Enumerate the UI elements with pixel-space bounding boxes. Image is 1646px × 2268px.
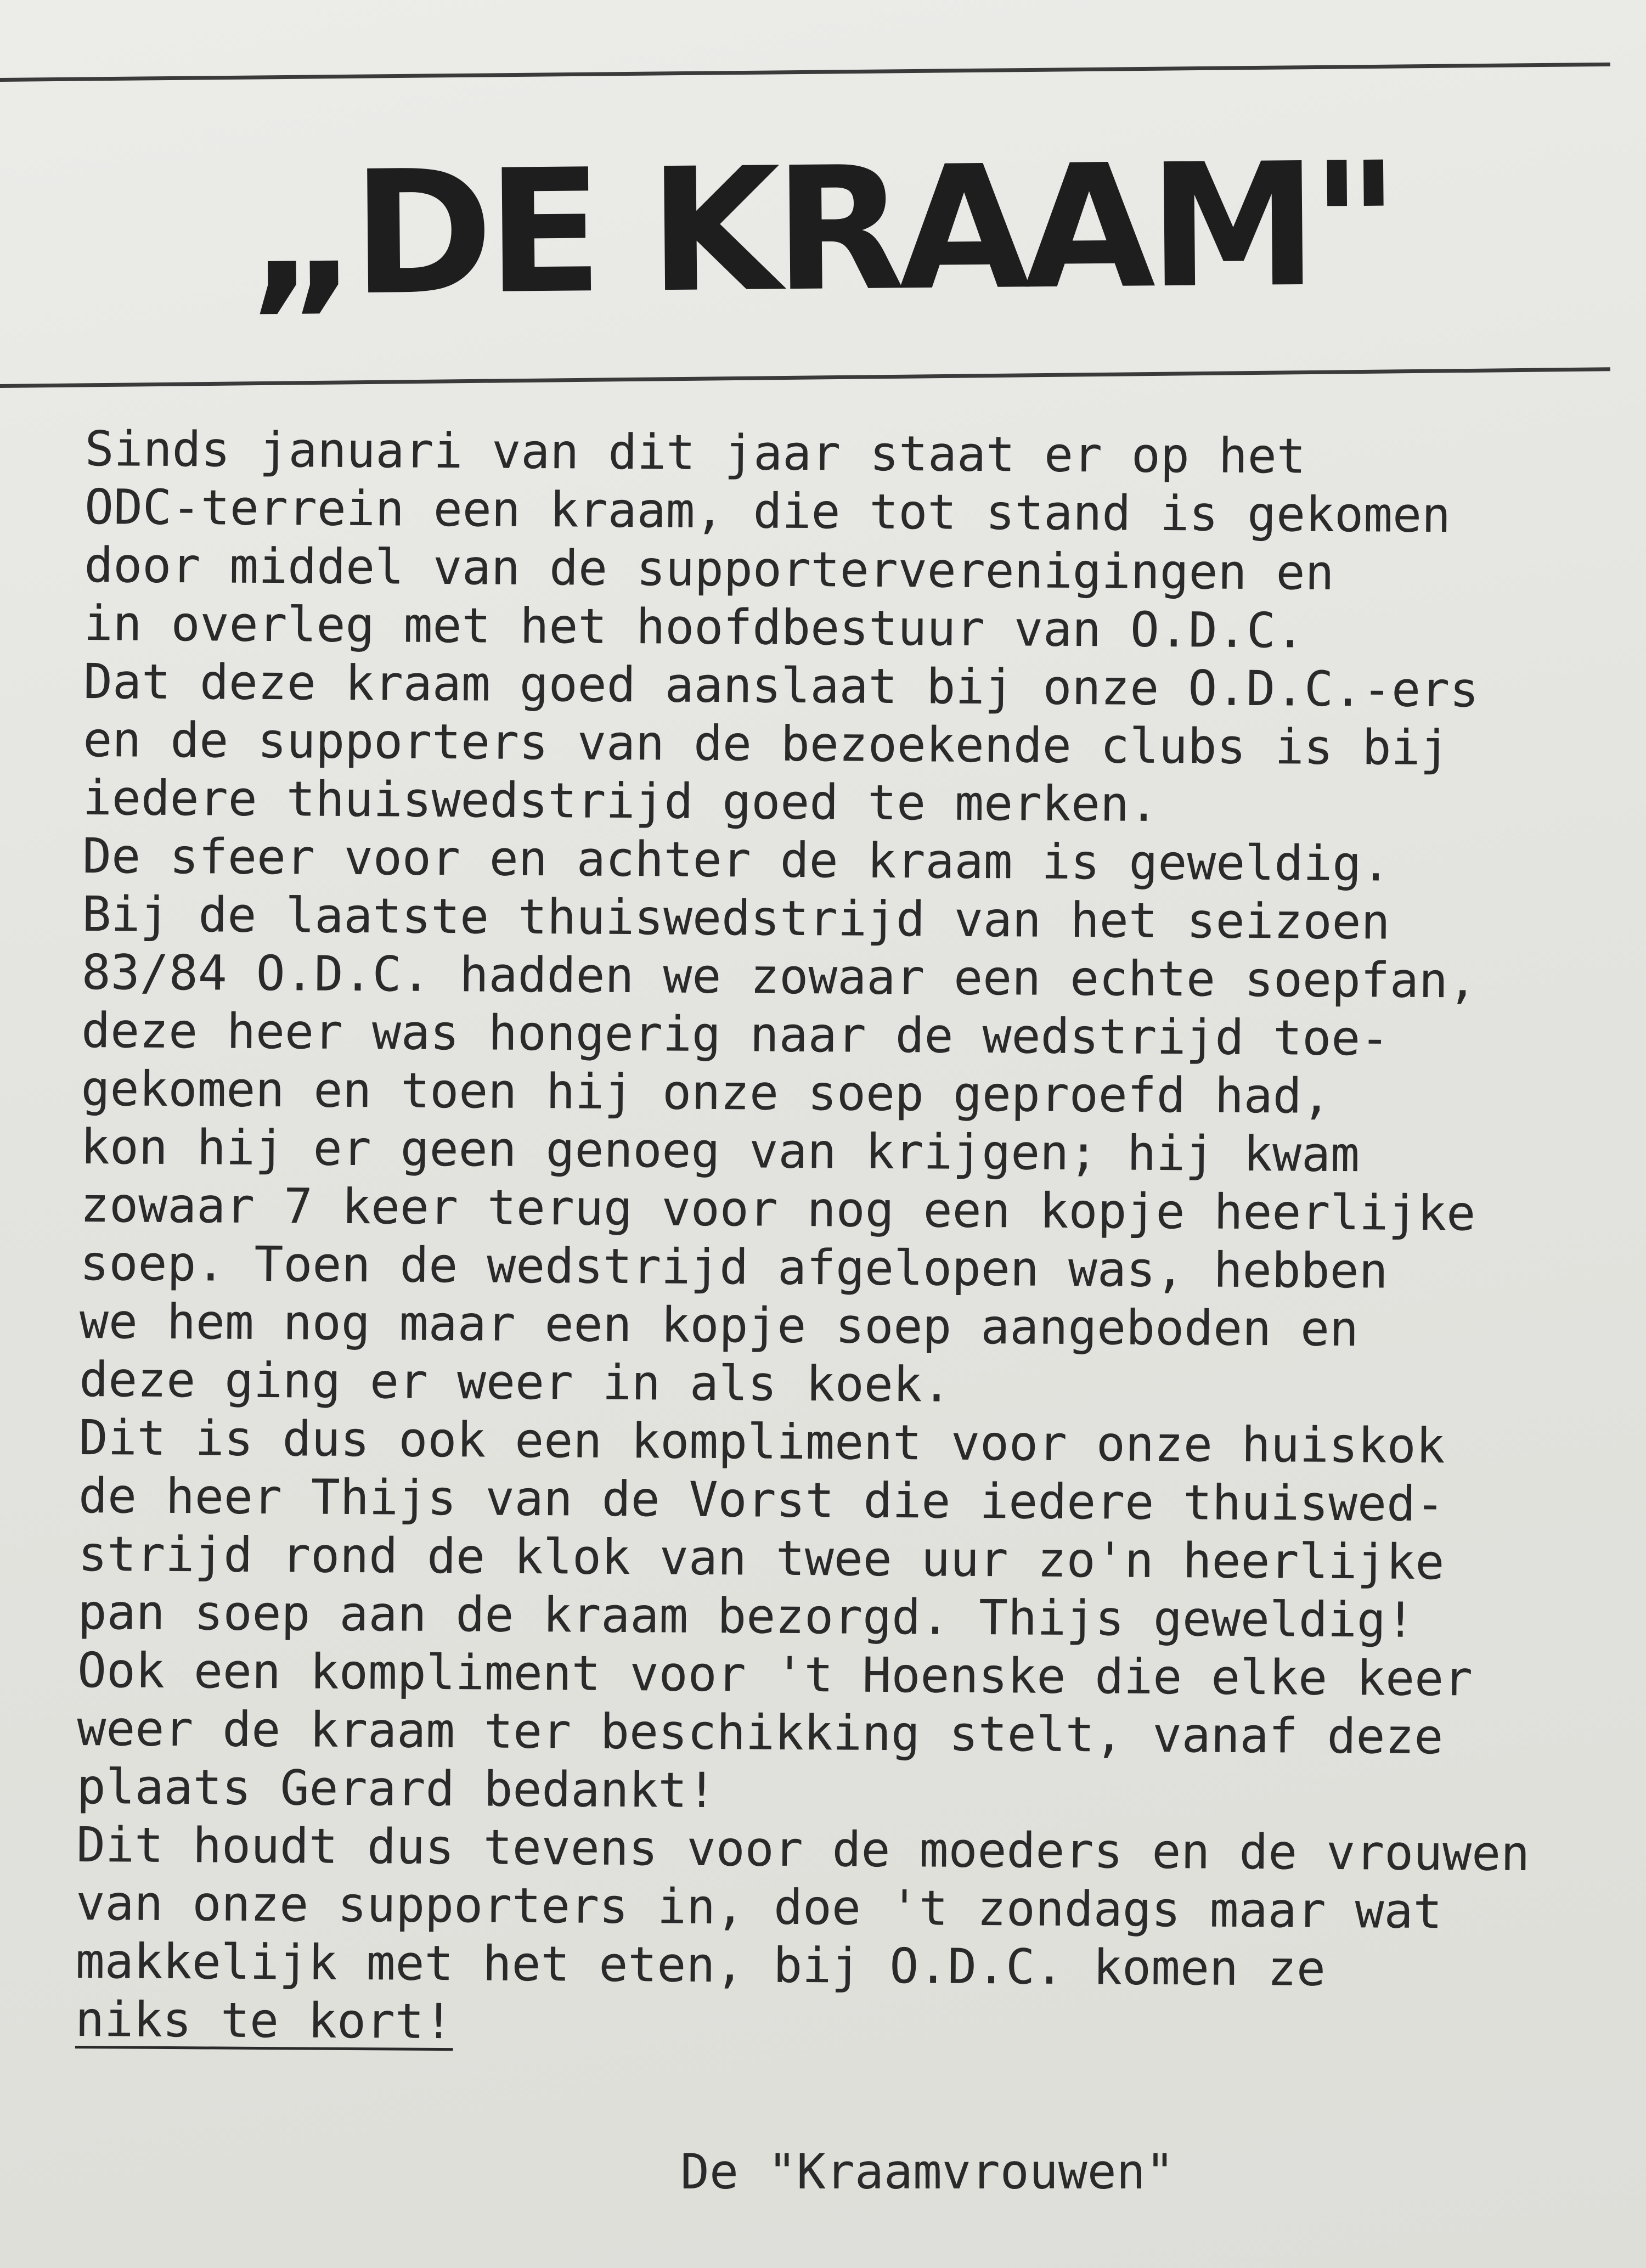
body-line: Bij de laatste thuiswedstrijd van het seizoen [82, 885, 1390, 950]
body-line: Dit houdt dus tevens voor de moeders en de vrouwen [76, 1816, 1530, 1882]
signature: De "Kraamvrouwen" [680, 2143, 1175, 2200]
body-line: 83/84 O.D.C. hadden we zowaar een echte soepfan, [81, 943, 1478, 1009]
body-line: strijd rond de klok van twee uur zo'n heerlijke [78, 1525, 1445, 1591]
body-line: soep. Toen de wedstrijd afgelopen was, hebben [80, 1234, 1389, 1299]
body-line: in overleg met het hoofdbestuur van O.D.C. [83, 594, 1305, 659]
body-line-closing [75, 1990, 1557, 2057]
body-line: makkelijk met het eten, bij O.D.C. komen ze [75, 1932, 1326, 1997]
body-line: Sinds januari van dit jaar staat er op het [84, 420, 1306, 485]
body-line: iedere thuiswedstrijd goed te merken. [82, 769, 1159, 832]
body-line: deze heer was hongerig naar de wedstrijd toe- [81, 1001, 1390, 1067]
body-line: kon hij er geen genoeg van krijgen; hij kwam [80, 1118, 1360, 1183]
body-line: de heer Thijs van de Vorst die iedere thuiswed- [78, 1467, 1445, 1533]
body-line: plaats Gerard bedankt! [76, 1758, 717, 1819]
article-body [75, 420, 1566, 2057]
body-line: gekomen en toen hij onze soep geproefd had, [81, 1060, 1332, 1124]
body-line: van onze supporters in, doe 't zondags maar wat [76, 1874, 1442, 1940]
body-line: Ook een kompliment voor 't Hoenske die elke keer [77, 1641, 1473, 1707]
body-line: door middel van de supporterverenigingen en [84, 536, 1334, 601]
body-line: Dat deze kraam goed aanslaat bij onze O.D.C.-ers [83, 652, 1479, 718]
body-line: en de supporters van de bezoekende clubs is bij [83, 711, 1450, 776]
body-line: deze ging er weer in als koek. [79, 1350, 952, 1413]
body-line: pan soep aan de kraam bezorgd. Thijs geweldig! [77, 1583, 1416, 1648]
body-line: Dit is dus ook een kompliment voor onze huiskok [78, 1409, 1446, 1475]
body-line: ODC-terrein een kraam, die tot stand is gekomen [84, 478, 1451, 544]
body-line: zowaar 7 keer terug voor nog een kopje heerlijke [80, 1176, 1476, 1242]
top-rule [0, 63, 1610, 82]
body-line: we hem nog maar een kopje soep aangeboden en [79, 1292, 1359, 1358]
body-line: De sfeer voor en achter de kraam is geweldig. [82, 827, 1391, 892]
underlined-closing: niks te kort! [75, 1990, 454, 2050]
title-divider-rule [0, 367, 1610, 388]
body-line: weer de kraam ter beschikking stelt, vanaf deze [77, 1699, 1444, 1765]
article-title: „DE KRAAM" [246, 126, 1395, 334]
